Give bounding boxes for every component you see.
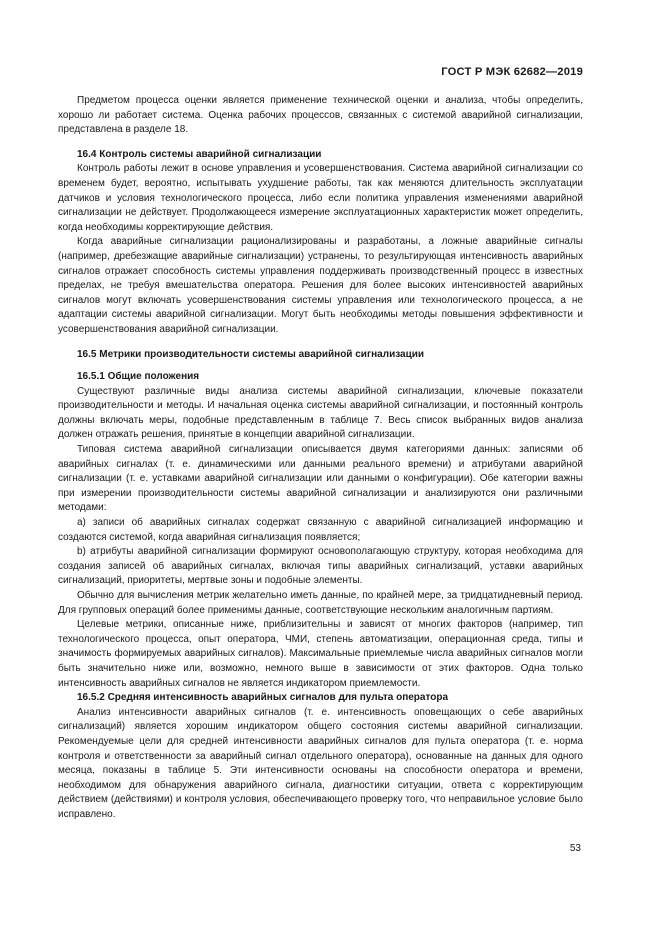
section-16-5-1-paragraph: Типовая система аварийной сигнализации описывается двумя категориями данных: записями об аварийных сигналах (т. е. динамическими или данными реального времени) и атрибутами аварийной сигнализации (т. е. уставками аварийной сигнализации или данными о конфигурации). Обе категории важны при измерении производительности системы аварийной сигнализации и анализируются они различными методами: xyxy=(58,444,583,514)
section-16-5-heading: 16.5 Метрики производительности системы аварийной сигнализации xyxy=(77,348,425,360)
section-16-5-1-paragraph: Целевые метрики, описанные ниже, приблизительны и зависят от многих факторов (например, тип технологического процесса, опыт оператора, ЧМИ, степень автоматизации, операционная среда, типы и значимость формируемых аварийных сигналов). Максимальные приемлемые числа аварийных сигналов могли быть значительно ниже или, возможно, немного выше в зависимости от этих факторов. Одна только интенсивность аварийных сигналов не является индикатором приемлемости. xyxy=(58,619,583,689)
section-16-4-paragraph: Когда аварийные сигнализации рационализированы и разработаны, а ложные аварийные сигналы (например, дребезжащие аварийные сигнализации) устранены, то результирующая интенсивность аварийных сигналов отражает способность системы управления поддерживать производственный процесс в известных пределах, не требуя вмешательства оператора. Решения для более высоких интенсивностей аварийных сигналов могут включать усовершенствования системы управления или технологического процесса, а не адаптации системы аварийной сигнализации. Могут быть необходимы методы повышения эффективности и усовершенствования аварийной сигнализации. xyxy=(58,236,583,335)
section-16-5-1-paragraph: Обычно для вычисления метрик желательно иметь данные, по крайней мере, за тридцатидневный период. Для групповых операций более применимы данные, соответствующие нескольким аналогичным партиям. xyxy=(58,590,583,616)
page-number: 53 xyxy=(569,843,581,854)
section-16-5-1-heading: 16.5.1 Общие положения xyxy=(77,371,200,383)
list-item-b: b) атрибуты аварийной сигнализации формируют основополагающую структуру, которая необходима для создания записей об аварийных сигналах, включая типы аварийных сигнализаций, уставки аварийных сигнализаций, приоритеты, мертвые зоны и подобные элементы. xyxy=(58,546,583,587)
section-16-5-1-paragraph: Существуют различные виды анализа системы аварийной сигнализации, ключевые показатели производительности и методы. И начальная оценка системы аварийной сигнализации, и постоянный контроль должны включать меры, подобные представленным в таблице 7. Весь список выбранных видов анализа должен отражать решения, принятые в концепции аварийной сигнализации. xyxy=(58,385,583,441)
section-16-5-2-paragraph: Анализ интенсивности аварийных сигналов (т. е. интенсивность оповещающих о себе аварийных сигнализаций) является хорошим индикатором общего состояния системы аварийной сигнализации. Рекомендуемые цели для средней интенсивности аварийных сигналов для пульта оператора (т. е. норма контроля и ответственности за аварийный сигнал отдельного оператора), основанные на данных для одного месяца, показаны в таблице 5. Эти интенсивности основаны на способности оператора и времени, необходимом для обнаружения аварийного сигнала, диагностики ситуации, ответа с корректирующим действием (действиями) и контроля условия, обеспечивающего проверку того, что неправильное условие было исправлено. xyxy=(58,706,583,820)
section-16-4-heading: 16.4 Контроль системы аварийной сигнализации xyxy=(77,148,322,160)
section-16-4-paragraph: Контроль работы лежит в основе управления и усовершенствования. Система аварийной сигнализации со временем будет, вероятно, испытывать ухудшение работы, так как меняются длительность эксплуатации датчиков и условия технологического процесса, либо если политика управления изменениями аварийной сигнализации не действует. Продолжающееся измерение эксплуатационных характеристик может определить, когда необходимы корректирующие действия. xyxy=(58,163,583,233)
standard-id-header: ГОСТ Р МЭК 62682—2019 xyxy=(441,66,583,78)
list-item-a: a) записи об аварийных сигналах содержат связанную с аварийной сигнализацией информацию и создаются системой, когда аварийная сигнализация появляется; xyxy=(58,517,583,543)
intro-paragraph: Предметом процесса оценки является применение технической оценки и анализа, чтобы определить, хорошо ли работает система. Оценка рабочих процессов, связанных с системой аварийной сигнализации, представлена в разделе 18. xyxy=(58,95,583,136)
page-content xyxy=(58,94,583,823)
section-16-5-2-heading: 16.5.2 Средняя интенсивность аварийных сигналов для пульта оператора xyxy=(77,692,449,704)
